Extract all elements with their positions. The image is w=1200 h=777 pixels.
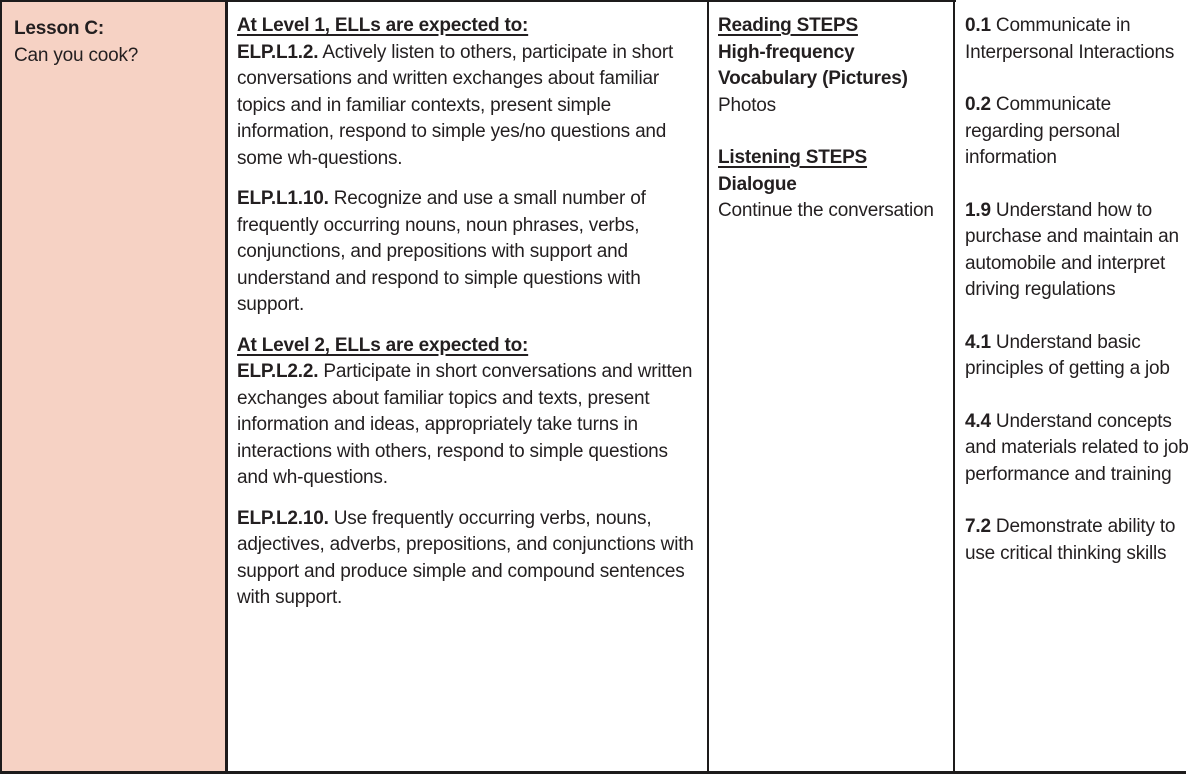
competency-code: 0.1 [965, 15, 991, 36]
standard-text: Actively listen to others, participate in short conversations and written exchanges about familiar topics and in familiar contexts, present simple information, respond to simple yes/no questions and some wh-questions. [237, 41, 674, 169]
lesson-title: Lesson C: [14, 18, 105, 39]
competency-code: 0.2 [965, 94, 991, 115]
standard-item [237, 186, 699, 319]
listening-steps-heading-text: Listening STEPS [718, 147, 868, 168]
reading-steps-subheading: High-frequency Vocabulary (Pictures) [718, 41, 908, 89]
competency-item [965, 198, 1192, 304]
steps-cell [709, 0, 953, 771]
competency-item [965, 409, 1192, 489]
standard-code: ELP.L1.10. [237, 188, 329, 209]
competency-code: 4.1 [965, 331, 991, 353]
table-border-bottom [0, 771, 1186, 774]
listening-steps-subheading: Dialogue [718, 173, 797, 195]
competency-item [965, 92, 1192, 172]
standards-level2-heading-text: At Level 2, ELLs are expected to: [237, 334, 529, 356]
standards-section-level1 [237, 13, 699, 319]
standards-cell [228, 0, 707, 771]
competency-item [965, 330, 1192, 383]
standards-level2-heading [237, 333, 699, 360]
lesson-cell [2, 2, 225, 771]
competency-text: Communicate in Interpersonal Interactions [965, 15, 1175, 63]
competency-code: 7.2 [965, 516, 991, 537]
standard-code: ELP.L2.2. [237, 361, 319, 382]
competency-item [965, 13, 1192, 66]
competency-text: Understand concepts and materials related to job performance and training [965, 410, 1189, 485]
competency-code: 4.4 [965, 410, 991, 432]
reading-steps-heading-text: Reading STEPS [718, 15, 858, 36]
competency-text: Understand how to purchase and maintain an automobile and interpret driving regulations [965, 199, 1179, 300]
competencies-cell [955, 0, 1200, 771]
lesson-question: Can you cook? [14, 44, 139, 66]
listening-steps-detail: Continue the conversation [718, 200, 934, 221]
standard-item [237, 359, 699, 492]
standard-code: ELP.L2.10. [237, 507, 329, 529]
standard-text: Participate in short conversations and written exchanges about familiar topics and texts, present information and ideas, appropriately take turns in interactions with others, respond to simple questions and wh-questions. [237, 361, 693, 488]
reading-steps-detail: Photos [718, 94, 776, 116]
listening-steps-section [718, 145, 945, 225]
reading-steps-heading [718, 13, 945, 40]
listening-steps-heading [718, 145, 945, 172]
standards-level1-heading-text: At Level 1, ELLs are expected to: [237, 15, 529, 36]
standards-level1-heading [237, 13, 699, 40]
reading-steps-section [718, 13, 945, 119]
standard-code: ELP.L1.2. [237, 41, 319, 63]
standard-item [237, 40, 699, 173]
competency-code: 1.9 [965, 199, 991, 221]
competency-item [965, 514, 1192, 567]
standards-section-level2 [237, 333, 699, 612]
competency-text: Communicate regarding personal information [965, 94, 1120, 168]
standard-item [237, 506, 699, 612]
competency-text: Demonstrate ability to use critical thinking skills [965, 516, 1176, 564]
standard-text: Recognize and use a small number of frequently occurring nouns, noun phrases, verbs, conjunctions, and prepositions with support and understand and respond to simple questions with support. [237, 188, 646, 315]
standard-text: Use frequently occurring verbs, nouns, adjectives, adverbs, prepositions, and conjunctions with support and produce simple and compound sentences with support. [237, 507, 694, 608]
competency-text: Understand basic principles of getting a job [965, 331, 1170, 379]
